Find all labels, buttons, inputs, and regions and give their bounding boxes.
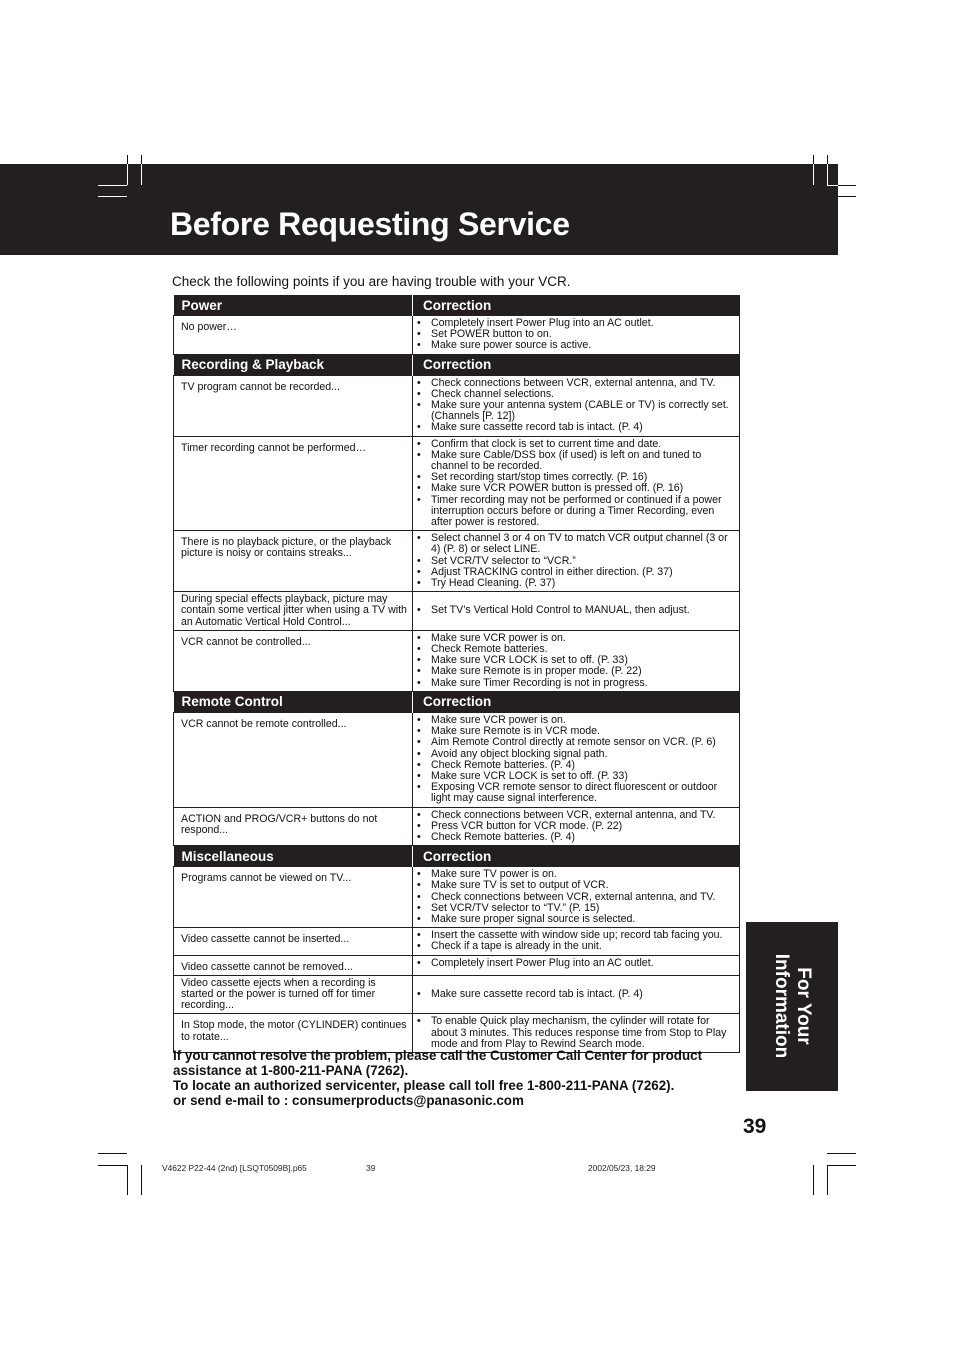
crop-mark bbox=[827, 164, 828, 185]
list-item: • Timer recording may not be performed or continued if a power interruption occurs before or during a Timer Recording, even after power is restored. bbox=[417, 495, 737, 529]
table-row bbox=[174, 375, 740, 436]
crop-mark bbox=[827, 1165, 856, 1166]
problem-cell: Video cassette cannot be removed... bbox=[174, 955, 413, 975]
list-item: • Avoid any object blocking signal path. bbox=[417, 749, 737, 760]
page-number: 39 bbox=[743, 1115, 767, 1138]
table-row bbox=[174, 436, 740, 531]
list-item: • Check Remote batteries. (P. 4) bbox=[417, 832, 737, 843]
list-item: • Completely insert Power Plug into an AC outlet. bbox=[417, 318, 737, 329]
correction-list bbox=[417, 533, 737, 589]
crop-mark bbox=[127, 164, 128, 185]
correction-list bbox=[417, 989, 737, 1000]
section-header-row bbox=[174, 691, 740, 712]
table-row bbox=[174, 531, 740, 592]
correction-list bbox=[417, 439, 737, 529]
intro-text: Check the following points if you are having trouble with your VCR. bbox=[172, 274, 571, 289]
crop-mark bbox=[98, 185, 127, 186]
list-item: • Make sure TV is set to output of VCR. bbox=[417, 880, 737, 891]
correction-cell bbox=[413, 955, 740, 975]
crop-mark bbox=[98, 1165, 127, 1166]
correction-cell bbox=[413, 1014, 740, 1053]
list-item: • Set VCR/TV selector to “VCR.” bbox=[417, 556, 737, 567]
section-header-row bbox=[174, 846, 740, 867]
correction-list bbox=[417, 318, 737, 352]
email-text: or send e-mail to : consumerproducts@panasonic.com bbox=[173, 1093, 524, 1108]
section-heading: Miscellaneous bbox=[174, 846, 413, 867]
print-timestamp: 2002/05/23, 18:29 bbox=[588, 1163, 656, 1173]
problem-cell: In Stop mode, the motor (CYLINDER) continues to rotate... bbox=[174, 1014, 413, 1053]
table-row bbox=[174, 867, 740, 928]
problem-cell: No power… bbox=[174, 316, 413, 355]
call-center-text: If you cannot resolve the problem, please call the Customer Call Center for product assistance at 1-800-211-PANA (7262). bbox=[173, 1048, 703, 1078]
list-item: • Make sure VCR power is on. bbox=[417, 633, 737, 644]
list-item: • Make sure power source is active. bbox=[417, 340, 737, 351]
customer-call-note bbox=[173, 1048, 753, 1108]
list-item: • Make sure VCR LOCK is set to off. (P. 33) bbox=[417, 771, 737, 782]
list-item: • Set VCR/TV selector to “TV.” (P. 15) bbox=[417, 903, 737, 914]
list-item: • Make sure proper signal source is selected. bbox=[417, 914, 737, 925]
correction-heading: Correction bbox=[413, 354, 740, 375]
print-file-name: V4622 P22-44 (2nd) [LSQT0509B].p65 bbox=[162, 1163, 307, 1173]
list-item: • Insert the cassette with window side up; record tab facing you. bbox=[417, 930, 737, 941]
section-tab bbox=[746, 922, 838, 1091]
crop-mark bbox=[98, 1153, 127, 1154]
correction-list bbox=[417, 958, 737, 969]
list-item: • Check connections between VCR, external antenna, and TV. bbox=[417, 810, 737, 821]
list-item: • Select channel 3 or 4 on TV to match VCR output channel (3 or 4) (P. 8) or select LINE. bbox=[417, 533, 737, 555]
list-item: • Make sure VCR LOCK is set to off. (P. 33) bbox=[417, 655, 737, 666]
crop-mark bbox=[827, 1153, 856, 1154]
problem-cell: ACTION and PROG/VCR+ buttons do not respond... bbox=[174, 807, 413, 846]
table-row bbox=[174, 975, 740, 1014]
problem-cell: TV program cannot be recorded... bbox=[174, 375, 413, 436]
correction-list bbox=[417, 715, 737, 805]
problem-cell: Timer recording cannot be performed… bbox=[174, 436, 413, 531]
crop-mark bbox=[827, 1165, 828, 1195]
list-item: • Check connections between VCR, external antenna, and TV. bbox=[417, 892, 737, 903]
list-item: • Make sure TV power is on. bbox=[417, 869, 737, 880]
print-page-number: 39 bbox=[366, 1163, 376, 1173]
list-item: • Try Head Cleaning. (P. 37) bbox=[417, 578, 737, 589]
correction-heading: Correction bbox=[413, 295, 740, 316]
crop-mark bbox=[813, 1165, 814, 1195]
list-item: • Make sure Cable/DSS box (if used) is left on and tuned to channel to be recorded. bbox=[417, 450, 737, 472]
list-item: • Check Remote batteries. (P. 4) bbox=[417, 760, 737, 771]
section-heading: Remote Control bbox=[174, 691, 413, 712]
crop-mark bbox=[827, 185, 838, 186]
problem-cell: Video cassette ejects when a recording is started or the power is turned off for timer recording... bbox=[174, 975, 413, 1014]
list-item: • Aim Remote Control directly at remote sensor on VCR. (P. 6) bbox=[417, 737, 737, 748]
list-item: • Set POWER button to on. bbox=[417, 329, 737, 340]
list-item: • Make sure Remote is in VCR mode. bbox=[417, 726, 737, 737]
section-heading: Power bbox=[174, 295, 413, 316]
table-row bbox=[174, 316, 740, 355]
crop-mark bbox=[838, 196, 856, 197]
correction-list bbox=[417, 810, 737, 844]
correction-list bbox=[417, 930, 737, 952]
problem-cell: Video cassette cannot be inserted... bbox=[174, 928, 413, 955]
correction-cell bbox=[413, 928, 740, 955]
crop-mark bbox=[141, 1165, 142, 1195]
list-item: • Exposing VCR remote sensor to direct fluorescent or outdoor light may cause signal interference. bbox=[417, 782, 737, 804]
correction-cell bbox=[413, 436, 740, 531]
title-banner bbox=[0, 164, 838, 255]
list-item: • Adjust TRACKING control in either direction. (P. 37) bbox=[417, 567, 737, 578]
table-row bbox=[174, 630, 740, 691]
list-item: • Check connections between VCR, external antenna, and TV. bbox=[417, 378, 737, 389]
crop-mark bbox=[141, 164, 142, 185]
correction-list bbox=[417, 605, 737, 616]
troubleshooting-table bbox=[173, 295, 740, 1053]
table-row bbox=[174, 955, 740, 975]
problem-cell: During special effects playback, picture may contain some vertical jitter when using a TV with an Automatic Vertical Hold Control... bbox=[174, 592, 413, 631]
correction-cell bbox=[413, 375, 740, 436]
problem-cell: VCR cannot be controlled... bbox=[174, 630, 413, 691]
list-item: • Confirm that clock is set to current time and date. bbox=[417, 439, 737, 450]
list-item: • Make sure Remote is in proper mode. (P. 22) bbox=[417, 666, 737, 677]
table-row bbox=[174, 712, 740, 807]
list-item: • Make sure VCR POWER button is pressed off. (P. 16) bbox=[417, 483, 737, 494]
correction-heading: Correction bbox=[413, 846, 740, 867]
crop-mark bbox=[127, 1165, 128, 1195]
list-item: • Make sure Timer Recording is not in progress. bbox=[417, 678, 737, 689]
correction-cell bbox=[413, 975, 740, 1014]
list-item: • Set TV’s Vertical Hold Control to MANUAL, then adjust. bbox=[417, 605, 737, 616]
list-item: • Check channel selections. bbox=[417, 389, 737, 400]
problem-cell: There is no playback picture, or the playback picture is noisy or contains streaks... bbox=[174, 531, 413, 592]
correction-cell bbox=[413, 531, 740, 592]
problem-cell: VCR cannot be remote controlled... bbox=[174, 712, 413, 807]
list-item: • Set recording start/stop times correctly. (P. 16) bbox=[417, 472, 737, 483]
table-row bbox=[174, 807, 740, 846]
correction-cell bbox=[413, 712, 740, 807]
correction-cell bbox=[413, 592, 740, 631]
table-row bbox=[174, 592, 740, 631]
correction-list bbox=[417, 378, 737, 434]
correction-heading: Correction bbox=[413, 691, 740, 712]
correction-list bbox=[417, 869, 737, 925]
list-item: • To enable Quick play mechanism, the cylinder will rotate for about 3 minutes. This reduces response time from Stop to Play mode and from Play to Rewind Search mode. bbox=[417, 1016, 737, 1050]
correction-cell bbox=[413, 867, 740, 928]
correction-cell bbox=[413, 807, 740, 846]
list-item: • Completely insert Power Plug into an AC outlet. bbox=[417, 958, 737, 969]
crop-mark bbox=[98, 196, 127, 197]
section-heading: Recording & Playback bbox=[174, 354, 413, 375]
list-item: • Check if a tape is already in the unit. bbox=[417, 941, 737, 952]
list-item: • Make sure cassette record tab is intact. (P. 4) bbox=[417, 422, 737, 433]
table-row bbox=[174, 1014, 740, 1053]
section-header-row bbox=[174, 354, 740, 375]
section-tab-label: For Your Information bbox=[771, 953, 814, 1059]
correction-cell bbox=[413, 630, 740, 691]
correction-list bbox=[417, 633, 737, 689]
list-item: • Make sure VCR power is on. bbox=[417, 715, 737, 726]
correction-list bbox=[417, 1016, 737, 1050]
table-row bbox=[174, 928, 740, 955]
correction-cell bbox=[413, 316, 740, 355]
list-item: • Check Remote batteries. bbox=[417, 644, 737, 655]
section-header-row bbox=[174, 295, 740, 316]
problem-cell: Programs cannot be viewed on TV... bbox=[174, 867, 413, 928]
crop-mark bbox=[813, 164, 814, 185]
page-title: Before Requesting Service bbox=[170, 206, 570, 242]
list-item: • Make sure your antenna system (CABLE or TV) is correctly set. (Channels [P. 12]) bbox=[417, 400, 737, 422]
list-item: • Press VCR button for VCR mode. (P. 22) bbox=[417, 821, 737, 832]
servicenter-text: To locate an authorized servicenter, please call toll free 1-800-211-PANA (7262). bbox=[173, 1078, 675, 1093]
list-item: • Make sure cassette record tab is intact. (P. 4) bbox=[417, 989, 737, 1000]
